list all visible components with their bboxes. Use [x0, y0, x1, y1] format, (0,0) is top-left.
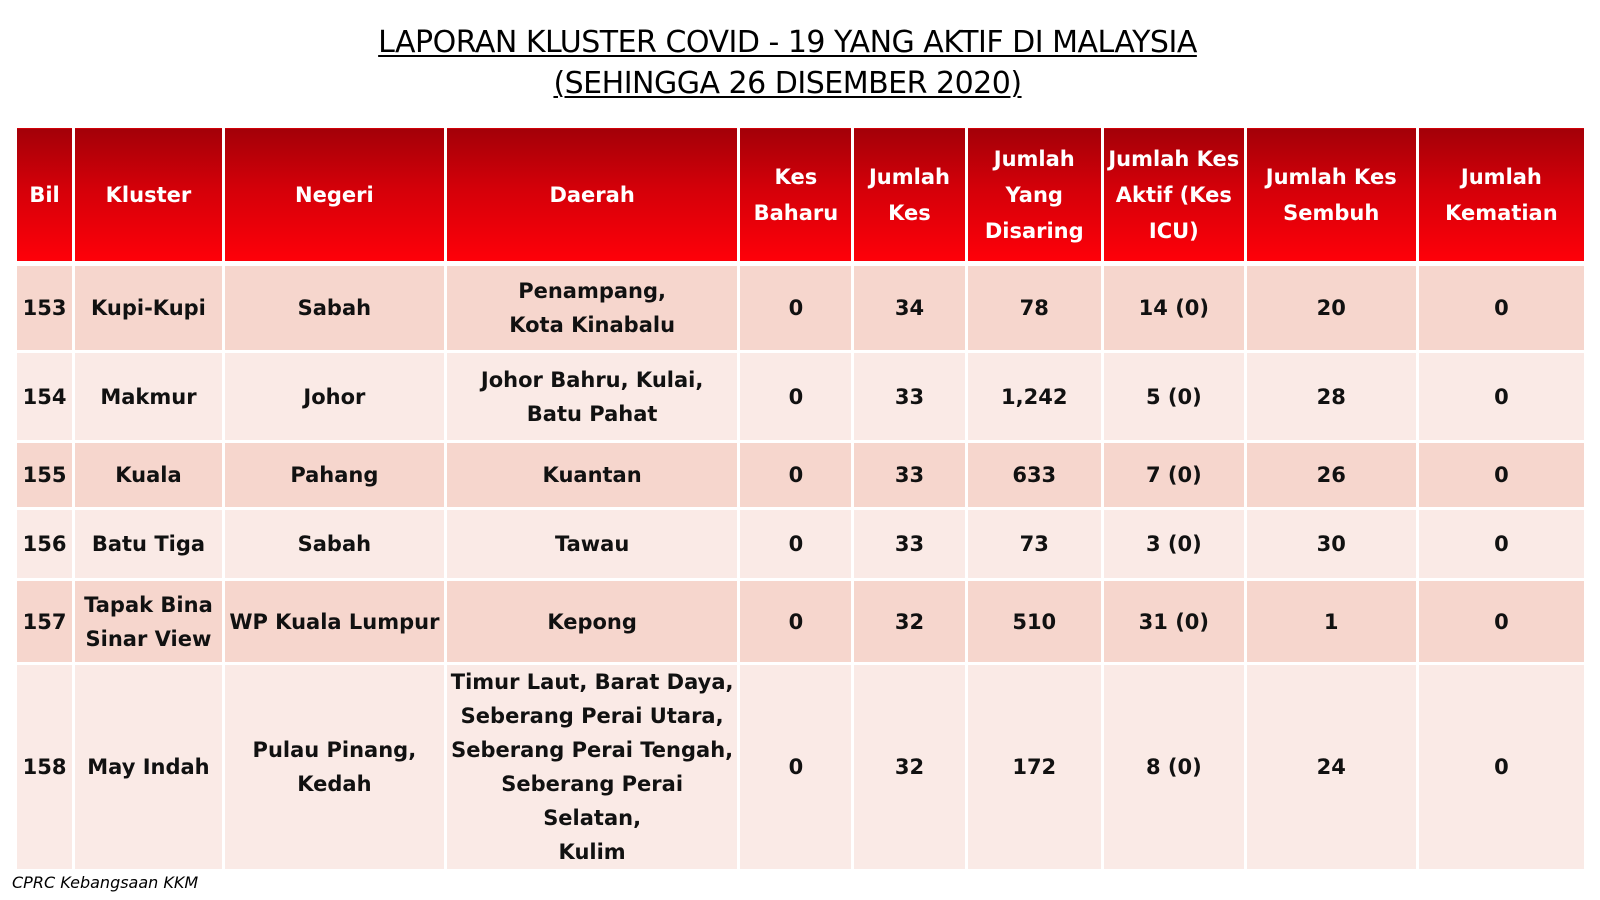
cell-negeri: Johor — [223, 352, 445, 442]
cell-kluster: Batu Tiga — [74, 509, 224, 580]
table-row — [16, 352, 1586, 442]
cluster-table — [14, 125, 1587, 872]
cell-jumlah-kes-sembuh: 26 — [1245, 442, 1417, 509]
header-jumlah-kes: Jumlah Kes — [853, 127, 966, 264]
table-row — [16, 509, 1586, 580]
cell-daerah: Johor Bahru, Kulai, Batu Pahat — [445, 352, 738, 442]
cell-bil: 156 — [16, 509, 74, 580]
cell-jumlah-kes-sembuh: 24 — [1245, 664, 1417, 871]
cell-jumlah-kematian: 0 — [1417, 352, 1585, 442]
cell-daerah: Tawau — [445, 509, 738, 580]
cell-jumlah-kematian: 0 — [1417, 580, 1585, 664]
cell-bil: 154 — [16, 352, 74, 442]
cell-negeri: Sabah — [223, 264, 445, 352]
report-title-line2: (SEHINGGA 26 DISEMBER 2020) — [553, 66, 1022, 101]
cell-kes-baharu: 0 — [739, 509, 853, 580]
cell-daerah: Penampang, Kota Kinabalu — [445, 264, 738, 352]
table-row — [16, 580, 1586, 664]
cell-kluster: Kupi-Kupi — [74, 264, 224, 352]
cell-jumlah-disaring: 1,242 — [966, 352, 1103, 442]
cell-jumlah-kes-aktif: 3 (0) — [1103, 509, 1246, 580]
cell-kes-baharu: 0 — [739, 264, 853, 352]
cell-negeri: WP Kuala Lumpur — [223, 580, 445, 664]
cell-jumlah-kes-sembuh: 28 — [1245, 352, 1417, 442]
cell-jumlah-kes: 32 — [853, 664, 966, 871]
source-note: CPRC Kebangsaan KKM — [12, 873, 199, 892]
cell-jumlah-kes-aktif: 5 (0) — [1103, 352, 1246, 442]
report-title — [0, 22, 1575, 104]
cell-negeri: Pulau Pinang, Kedah — [223, 664, 445, 871]
cell-jumlah-kes: 34 — [853, 264, 966, 352]
cell-jumlah-kes: 32 — [853, 580, 966, 664]
cell-jumlah-kes-aktif: 14 (0) — [1103, 264, 1246, 352]
cell-jumlah-disaring: 73 — [966, 509, 1103, 580]
cell-daerah: Kepong — [445, 580, 738, 664]
cell-jumlah-kes-sembuh: 1 — [1245, 580, 1417, 664]
header-bil: Bil — [16, 127, 74, 264]
cell-kluster: Makmur — [74, 352, 224, 442]
cell-daerah: Timur Laut, Barat Daya, Seberang Perai Utara, Seberang Perai Tengah, Seberang Perai Selatan, Kulim — [445, 664, 738, 871]
table-header-row — [16, 127, 1586, 264]
cell-jumlah-kes: 33 — [853, 509, 966, 580]
cell-jumlah-kes-aktif: 8 (0) — [1103, 664, 1246, 871]
cell-kes-baharu: 0 — [739, 442, 853, 509]
cell-jumlah-kes-sembuh: 20 — [1245, 264, 1417, 352]
table-row — [16, 664, 1586, 871]
cell-bil: 155 — [16, 442, 74, 509]
header-jumlah-disaring: Jumlah Yang Disaring — [966, 127, 1103, 264]
report-title-line1: LAPORAN KLUSTER COVID - 19 YANG AKTIF DI MALAYSIA — [378, 25, 1197, 60]
cell-jumlah-kematian: 0 — [1417, 664, 1585, 871]
header-daerah: Daerah — [445, 127, 738, 264]
cell-kluster: Kuala — [74, 442, 224, 509]
cell-negeri: Pahang — [223, 442, 445, 509]
cell-kluster: May Indah — [74, 664, 224, 871]
table-body — [16, 264, 1586, 871]
cell-daerah: Kuantan — [445, 442, 738, 509]
header-kluster: Kluster — [74, 127, 224, 264]
cell-jumlah-kes: 33 — [853, 352, 966, 442]
cell-bil: 153 — [16, 264, 74, 352]
header-jumlah-kes-sembuh: Jumlah Kes Sembuh — [1245, 127, 1417, 264]
cell-jumlah-kes-sembuh: 30 — [1245, 509, 1417, 580]
header-jumlah-kes-aktif: Jumlah Kes Aktif (Kes ICU) — [1103, 127, 1246, 264]
header-jumlah-kematian: Jumlah Kematian — [1417, 127, 1585, 264]
cell-jumlah-kematian: 0 — [1417, 509, 1585, 580]
header-negeri: Negeri — [223, 127, 445, 264]
cell-jumlah-kes-aktif: 31 (0) — [1103, 580, 1246, 664]
cell-bil: 157 — [16, 580, 74, 664]
cell-jumlah-disaring: 78 — [966, 264, 1103, 352]
table-row — [16, 442, 1586, 509]
cell-jumlah-kematian: 0 — [1417, 442, 1585, 509]
cell-jumlah-kematian: 0 — [1417, 264, 1585, 352]
table-row — [16, 264, 1586, 352]
cell-jumlah-disaring: 510 — [966, 580, 1103, 664]
cell-negeri: Sabah — [223, 509, 445, 580]
header-kes-baharu: Kes Baharu — [739, 127, 853, 264]
cell-jumlah-disaring: 172 — [966, 664, 1103, 871]
cell-bil: 158 — [16, 664, 74, 871]
cell-kes-baharu: 0 — [739, 352, 853, 442]
cell-jumlah-kes-aktif: 7 (0) — [1103, 442, 1246, 509]
cell-kes-baharu: 0 — [739, 664, 853, 871]
cell-kes-baharu: 0 — [739, 580, 853, 664]
cell-jumlah-disaring: 633 — [966, 442, 1103, 509]
cell-kluster: Tapak Bina Sinar View — [74, 580, 224, 664]
cell-jumlah-kes: 33 — [853, 442, 966, 509]
